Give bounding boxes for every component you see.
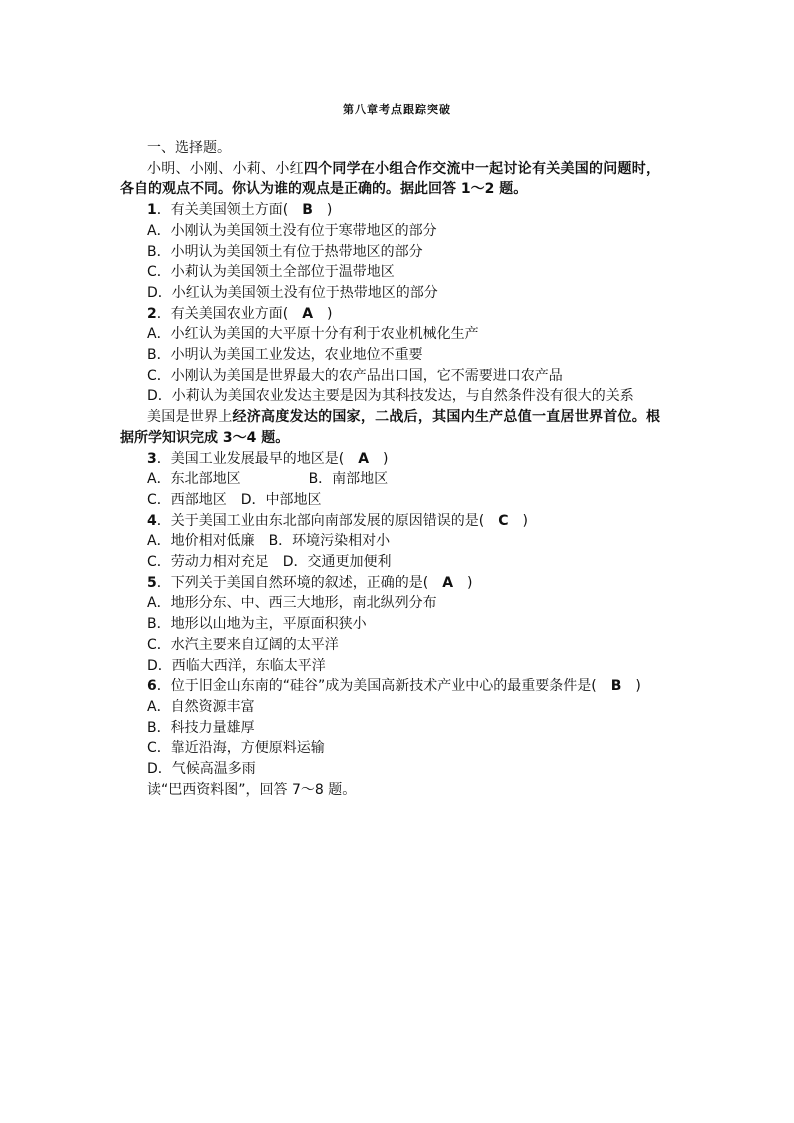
- question-6-option-d: D．气候高温多雨: [147, 761, 256, 778]
- question-1-close: ): [312, 202, 333, 219]
- question-5-close: ): [453, 574, 473, 591]
- intro-2-text-a: 美国是世界上: [147, 409, 233, 426]
- question-5-text: ．下列关于美国自然环境的叙述，正确的是(: [156, 574, 443, 591]
- question-1-option-d: D．小红认为美国领土没有位于热带地区的部分: [147, 284, 438, 301]
- question-3-options-cd: C．西部地区 D．中部地区: [147, 491, 322, 508]
- question-6-close: ): [621, 678, 641, 695]
- page-title: 第八章考点跟踪突破: [343, 103, 451, 116]
- question-6-answer: B: [610, 678, 622, 695]
- question-6-option-c: C．靠近沿海，方便原料运输: [147, 740, 325, 757]
- closing-instruction: 读“巴西资料图”，回答 7～8 题。: [147, 781, 357, 798]
- question-6-option-a: A．自然资源丰富: [147, 698, 255, 715]
- question-3-number: 3: [147, 450, 157, 467]
- document-body: [120, 138, 660, 801]
- question-4-options-cd: C．劳动力相对充足 D．交通更加便利: [147, 554, 392, 571]
- question-4-number: 4: [147, 512, 157, 529]
- intro-paragraph-2: [120, 407, 660, 448]
- question-2-answer: A: [302, 305, 314, 322]
- question-6-option-b: B．科技力量雄厚: [147, 719, 255, 736]
- question-5-answer: A: [442, 574, 454, 591]
- question-1-number: 1: [147, 202, 157, 219]
- question-3-option-a: A．东北部地区: [147, 471, 241, 488]
- question-6-number: 6: [147, 678, 157, 695]
- question-3-answer: A: [358, 450, 370, 467]
- question-3-options-ab: [120, 469, 660, 490]
- intro-paragraph-1: [120, 159, 660, 200]
- question-2-number: 2: [147, 305, 157, 322]
- question-2-option-a: A．小红认为美国的大平原十分有利于农业机械化生产: [147, 326, 479, 343]
- question-1-stem: [120, 200, 660, 221]
- intro-1-text-b: 四个同学在小组合作交流中一起讨论有关美国的问题时，各自的观点不同。你认为谁的观点是正确的。据此回答 1～2 题。: [120, 160, 660, 198]
- question-4-stem: [120, 511, 660, 532]
- question-5-option-a: A．地形分东、中、西三大地形，南北纵列分布: [147, 595, 437, 612]
- section-heading: 一、选择题。: [147, 140, 231, 156]
- intro-1-text-a: 小明、小刚、小莉、小红: [147, 160, 304, 177]
- question-2-option-c: C．小刚认为美国是世界最大的农产品出口国，它不需要进口农产品: [147, 367, 563, 384]
- question-1-answer: B: [302, 202, 313, 219]
- question-4-answer: C: [498, 512, 509, 529]
- question-2-text: ．有关美国农业方面(: [156, 305, 303, 322]
- question-5-option-d: D．西临大西洋，东临太平洋: [147, 657, 326, 674]
- question-4-options-ab: A．地价相对低廉 B．环境污染相对小: [147, 533, 391, 550]
- question-5-option-b: B．地形以山地为主，平原面积狭小: [147, 616, 367, 633]
- question-4-text: ．关于美国工业由东北部向南部发展的原因错误的是(: [156, 512, 499, 529]
- question-1-option-b: B．小明认为美国领土有位于热带地区的部分: [147, 243, 423, 260]
- question-5-option-c: C．水汽主要来自辽阔的太平洋: [147, 636, 339, 653]
- question-4-close: ): [508, 512, 528, 529]
- question-5-number: 5: [147, 574, 157, 591]
- question-2-option-d: D．小莉认为美国农业发达主要是因为其科技发达，与自然条件没有很大的关系: [147, 388, 634, 405]
- question-3-option-b: B．南部地区: [308, 471, 389, 488]
- question-6-text: ．位于旧金山东南的“硅谷”成为美国高新技术产业中心的最重要条件是(: [156, 678, 611, 695]
- question-5-stem: [120, 573, 660, 594]
- intro-2-text-b: 经济高度发达的国家，二战后，其国内生产总值一直居世界首位。根据所学知识完成 3～4 题。: [120, 409, 661, 446]
- question-1-option-a: A．小刚认为美国领土没有位于寒带地区的部分: [147, 222, 437, 239]
- question-2-stem: [120, 304, 660, 325]
- question-3-close: ): [369, 450, 389, 467]
- question-1-option-c: C．小莉认为美国领土全部位于温带地区: [147, 264, 395, 281]
- question-3-stem: [120, 449, 660, 470]
- question-6-stem: [120, 676, 660, 697]
- question-3-text: ．美国工业发展最早的地区是(: [156, 450, 359, 467]
- question-2-close: ): [313, 305, 333, 322]
- question-2-option-b: B．小明认为美国工业发达，农业地位不重要: [147, 347, 423, 364]
- question-1-text: ．有关美国领土方面(: [156, 202, 303, 219]
